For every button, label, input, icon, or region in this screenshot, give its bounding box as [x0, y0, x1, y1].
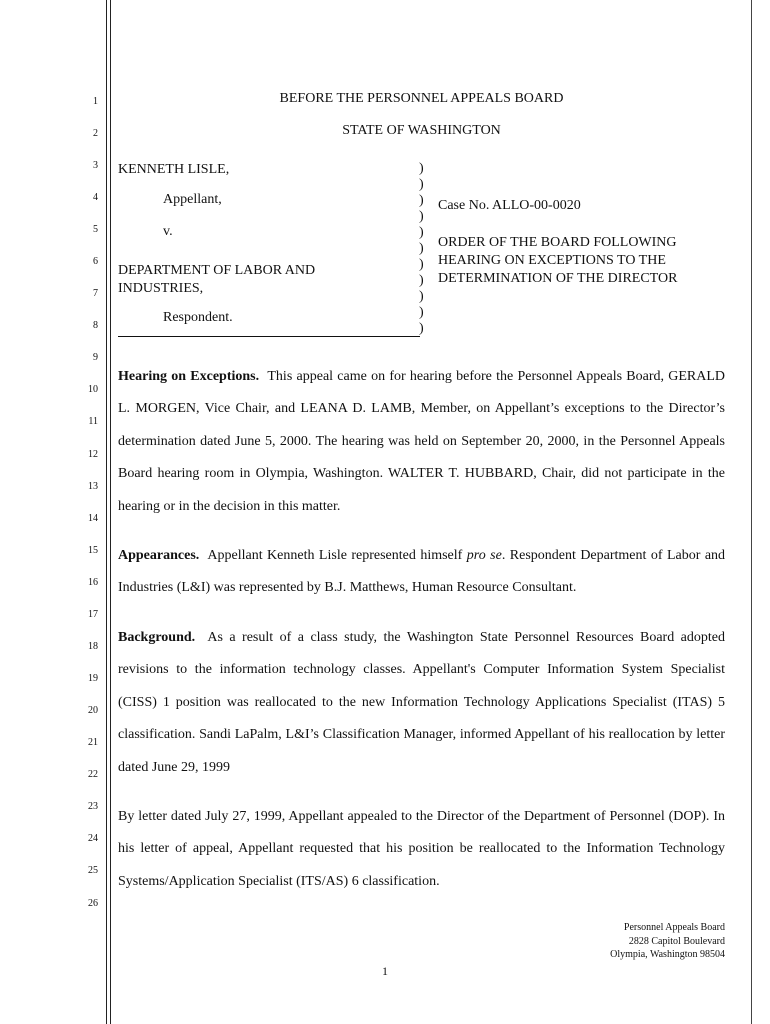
line-number: 23: [88, 801, 98, 812]
line-number: 14: [88, 513, 98, 524]
line-number: 26: [88, 898, 98, 909]
line-number: 15: [88, 545, 98, 556]
caption-parentheses: [419, 161, 429, 337]
line-number: 13: [88, 481, 98, 492]
footer-address: [610, 921, 725, 962]
footer-line1: Personnel Appeals Board: [623, 922, 725, 933]
line-number: 21: [88, 737, 98, 748]
background-text: As a result of a class study, the Washington State Personnel Resources Board adopted revisions to the information technology classes. Appellant's Computer Information System Specialist (CISS) 1 position was reallocated to the new Information Technology Applications Specialist (ITAS) 5 classification. Sandi LaPalm, L&I’s Classification Manager, informed Appellant of his reallocation by letter dated June 29, 1999: [118, 630, 725, 775]
appearances-heading: Appearances.: [118, 548, 200, 563]
appellant-name: KENNETH LISLE,: [118, 162, 230, 177]
respondent-name-line2: INDUSTRIES,: [118, 281, 204, 296]
line-number: 25: [88, 865, 98, 876]
paren: ): [419, 289, 424, 304]
line-number: 20: [88, 705, 98, 716]
paren: ): [419, 321, 424, 336]
case-number: Case No. ALLO-00-0020: [438, 198, 581, 213]
background-paragraph: [118, 622, 725, 784]
line-number: 10: [88, 384, 98, 395]
hearing-text: This appeal came on for hearing before the Personnel Appeals Board, GERALD L. MORGEN, Vice Chair, and LEANA D. LAMB, Member, on Appellant’s exceptions to the Director’s determination dated June 5, 2000. The hearing was held on September 20, 2000, in the Personnel Appeals Board hearing room in Olympia, Washington. WALTER T. HUBBARD, Chair, did not participate in the hearing or in the decision in this matter.: [118, 369, 726, 514]
paren: ): [419, 161, 424, 176]
line-number: 5: [93, 224, 98, 235]
line-number: 1: [93, 96, 98, 107]
paren: ): [419, 241, 424, 256]
line-number: 24: [88, 833, 98, 844]
paren: ): [419, 257, 424, 272]
line-number: 2: [93, 128, 98, 139]
appeal-paragraph: [118, 801, 725, 898]
footer-line3: Olympia, Washington 98504: [610, 949, 725, 960]
right-margin-rule: [751, 0, 752, 1024]
order-title-line1: ORDER OF THE BOARD FOLLOWING: [438, 235, 677, 250]
appellant-role: Appellant,: [163, 192, 222, 207]
paren: ): [419, 225, 424, 240]
left-margin-rule-inner: [110, 0, 111, 1024]
left-margin-rule: [106, 0, 107, 1024]
order-title-line3: DETERMINATION OF THE DIRECTOR: [438, 271, 678, 286]
line-number: 18: [88, 641, 98, 652]
appearances-text-a: Appellant Kenneth Lisle represented himself: [207, 548, 463, 563]
respondent-role: Respondent.: [163, 310, 233, 325]
page-number: 1: [382, 964, 388, 978]
appearances-italic: pro se: [466, 548, 502, 563]
paren: ): [419, 209, 424, 224]
background-heading: Background.: [118, 630, 196, 645]
line-number: 11: [88, 416, 98, 427]
footer-line2: 2828 Capitol Boulevard: [628, 935, 725, 947]
paren: ): [419, 273, 424, 288]
versus-label: v.: [163, 224, 173, 239]
line-number: 17: [88, 609, 98, 620]
line-number: 7: [93, 288, 98, 299]
line-number: 12: [88, 449, 98, 460]
order-title-line2: HEARING ON EXCEPTIONS TO THE: [438, 253, 666, 268]
caption-underline: [118, 336, 420, 337]
state-heading: STATE OF WASHINGTON: [342, 123, 501, 138]
board-heading: BEFORE THE PERSONNEL APPEALS BOARD: [279, 91, 564, 106]
hearing-paragraph: [118, 361, 725, 523]
line-number: 22: [88, 769, 98, 780]
hearing-heading: Hearing on Exceptions.: [118, 369, 260, 384]
line-number: 19: [88, 673, 98, 684]
appearances-paragraph: [118, 540, 725, 605]
respondent-name-line1: DEPARTMENT OF LABOR AND: [118, 263, 316, 278]
line-number: 6: [93, 256, 98, 267]
paren: ): [419, 305, 424, 320]
line-number: 16: [88, 577, 98, 588]
appearances-text-b: . Respondent Department of Labor and Industries (L&I) was represented by B.J. Matthews, Human Resource Consultant.: [118, 548, 726, 596]
line-number: 4: [93, 192, 98, 203]
line-number: 8: [93, 320, 98, 331]
line-number: 9: [93, 352, 98, 363]
paren: ): [419, 193, 424, 208]
line-number: 3: [93, 160, 98, 171]
appeal-text: By letter dated July 27, 1999, Appellant appealed to the Director of the Department of Personnel (DOP). In his letter of appeal, Appellant requested that his position be reallocated to the Information Technology Systems/Application Specialist (ITS/AS) 6 classification.: [118, 809, 725, 889]
paren: ): [419, 177, 424, 192]
